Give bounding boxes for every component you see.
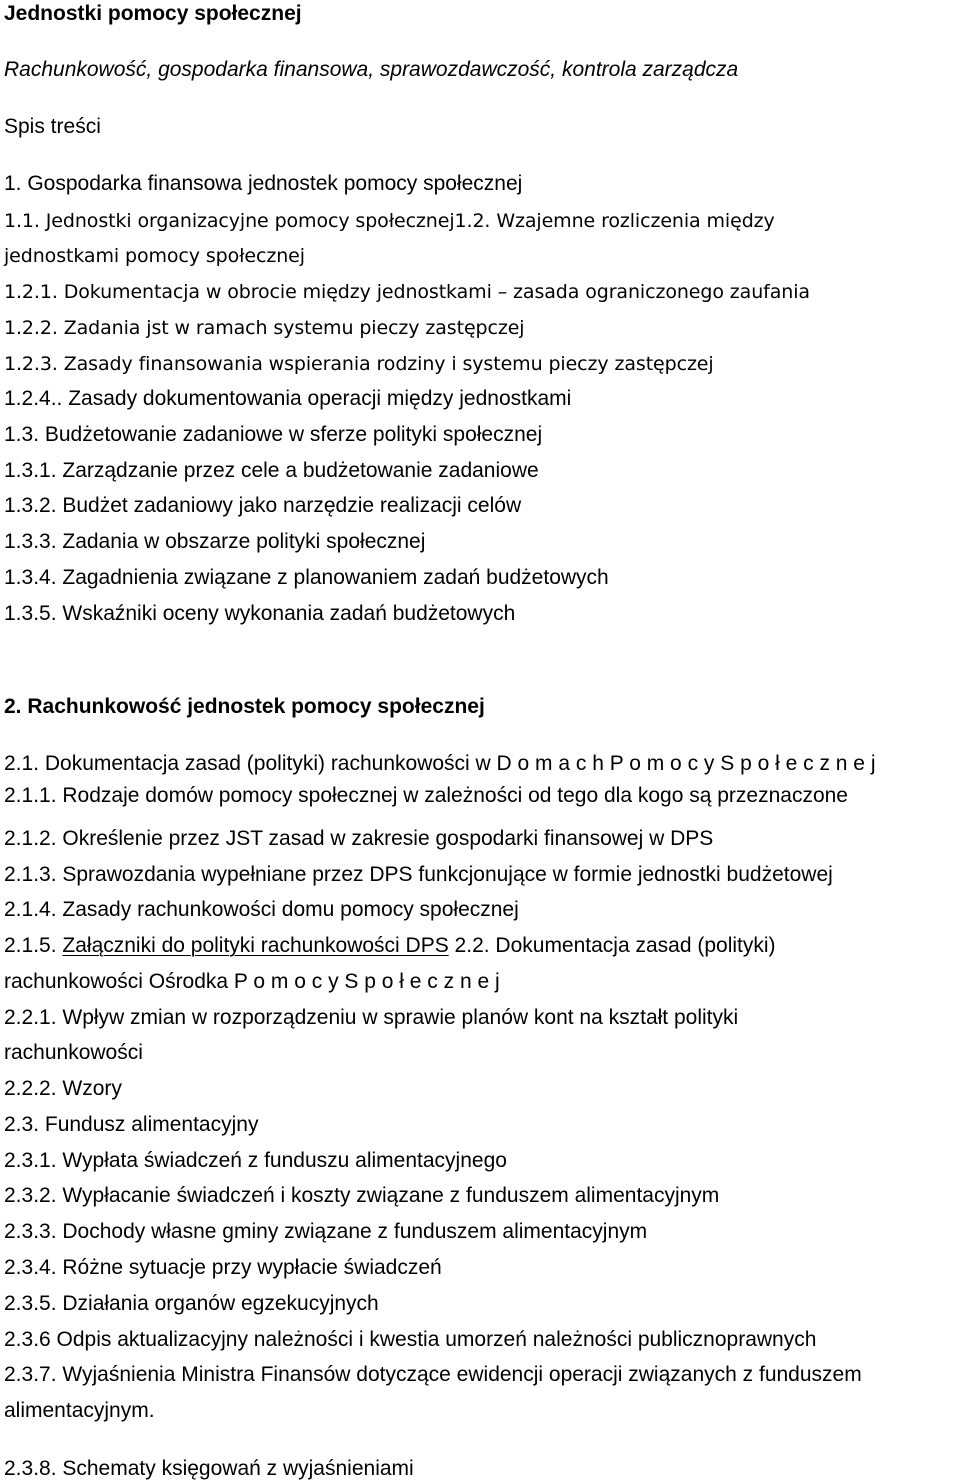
toc-item-2-1[interactable]: 2.1. Dokumentacja zasad (polityki) rachunkowości w D o m a c h P o m o c y S p o ł e c z n e j [4,752,876,775]
toc-item-2-3-1[interactable]: 2.3.1. Wypłata świadczeń z funduszu alimentacyjnego [4,1149,507,1172]
toc-item-2-3-7-cont[interactable]: alimentacyjnym. [4,1399,155,1422]
toc-item-1-3-2[interactable]: 1.3.2. Budżet zadaniowy jako narzędzie realizacji celów [4,494,522,517]
toc-item-2-1-2[interactable]: 2.1.2. Określenie przez JST zasad w zakresie gospodarki finansowej w DPS [4,827,714,850]
toc-item-2-3[interactable]: 2.3. Fundusz alimentacyjny [4,1113,259,1136]
toc-item-1-3-4[interactable]: 1.3.4. Zagadnienia związane z planowaniem zadań budżetowych [4,566,609,589]
toc-item-1-2-1[interactable]: 1.2.1. Dokumentacja w obrocie między jednostkami – zasada ograniczonego zaufania [4,281,810,303]
toc-item-1-2-3[interactable]: 1.2.3. Zasady finansowania wspierania rodziny i systemu pieczy zastępczej [4,353,714,375]
section1-heading[interactable]: 1. Gospodarka finansowa jednostek pomocy społecznej [4,172,523,195]
toc-item-2-2[interactable]: 2.2. Dokumentacja zasad (polityki) [448,934,776,957]
toc-item-1-3-3[interactable]: 1.3.3. Zadania w obszarze polityki społecznej [4,530,426,553]
section2-heading[interactable]: 2. Rachunkowość jednostek pomocy społecznej [4,695,485,718]
toc-item-1-3-1[interactable]: 1.3.1. Zarządzanie przez cele a budżetowanie zadaniowe [4,459,539,482]
toc-item-2-3-3[interactable]: 2.3.3. Dochody własne gminy związane z funduszem alimentacyjnym [4,1220,648,1243]
document-title: Jednostki pomocy społecznej [4,2,302,25]
toc-item-2-1-1[interactable]: 2.1.1. Rodzaje domów pomocy społecznej w zależności od tego dla kogo są przeznaczone [4,784,848,807]
toc-item-2-2-1[interactable]: 2.2.1. Wpływ zmian w rozporządzeniu w sprawie planów kont na kształt polityki [4,1006,739,1029]
toc-item-2-1-3[interactable]: 2.1.3. Sprawozdania wypełniane przez DPS funkcjonujące w formie jednostki budżetowej [4,863,833,886]
toc-item-1-2-cont[interactable]: jednostkami pomocy społecznej [4,245,305,267]
toc-item-2-1-5-row [4,933,776,959]
toc-item-2-2-2[interactable]: 2.2.2. Wzory [4,1077,122,1100]
toc-item-1-2-4[interactable]: 1.2.4.. Zasady dokumentowania operacji między jednostkami [4,387,572,410]
toc-item-2-3-6[interactable]: 2.3.6 Odpis aktualizacyjny należności i kwestia umorzeń należności publicznoprawnych [4,1328,817,1351]
toc-item-2-3-8[interactable]: 2.3.8. Schematy księgowań z wyjaśnieniami [4,1457,414,1480]
toc-item-2-2-cont[interactable]: rachunkowości Ośrodka P o m o c y S p o ł e c z n e j [4,970,500,993]
toc-item-1-1[interactable]: 1.1. Jednostki organizacyjne pomocy społecznej1.2. Wzajemne rozliczenia między [4,210,775,232]
toc-item-2-1-5-prefix: 2.1.5. [4,934,63,957]
toc-item-2-3-4[interactable]: 2.3.4. Różne sytuacje przy wypłacie świadczeń [4,1256,442,1279]
document-subtitle: Rachunkowość, gospodarka finansowa, sprawozdawczość, kontrola zarządcza [4,58,739,81]
toc-heading: Spis treści [4,115,101,138]
toc-item-1-2-2[interactable]: 1.2.2. Zadania jst w ramach systemu pieczy zastępczej [4,317,525,339]
toc-item-1-3[interactable]: 1.3. Budżetowanie zadaniowe w sferze polityki społecznej [4,423,543,446]
toc-item-2-3-5[interactable]: 2.3.5. Działania organów egzekucyjnych [4,1292,379,1315]
toc-item-2-3-2[interactable]: 2.3.2. Wypłacanie świadczeń i koszty związane z funduszem alimentacyjnym [4,1184,720,1207]
toc-item-2-1-4[interactable]: 2.1.4. Zasady rachunkowości domu pomocy społecznej [4,898,519,921]
toc-item-2-3-7[interactable]: 2.3.7. Wyjaśnienia Ministra Finansów dotyczące ewidencji operacji związanych z funduszem [4,1363,862,1386]
attachments-link[interactable]: Załączniki do polityki rachunkowości DPS [62,934,449,957]
toc-item-1-3-5[interactable]: 1.3.5. Wskaźniki oceny wykonania zadań budżetowych [4,602,516,625]
toc-item-2-2-1-cont[interactable]: rachunkowości [4,1041,143,1064]
